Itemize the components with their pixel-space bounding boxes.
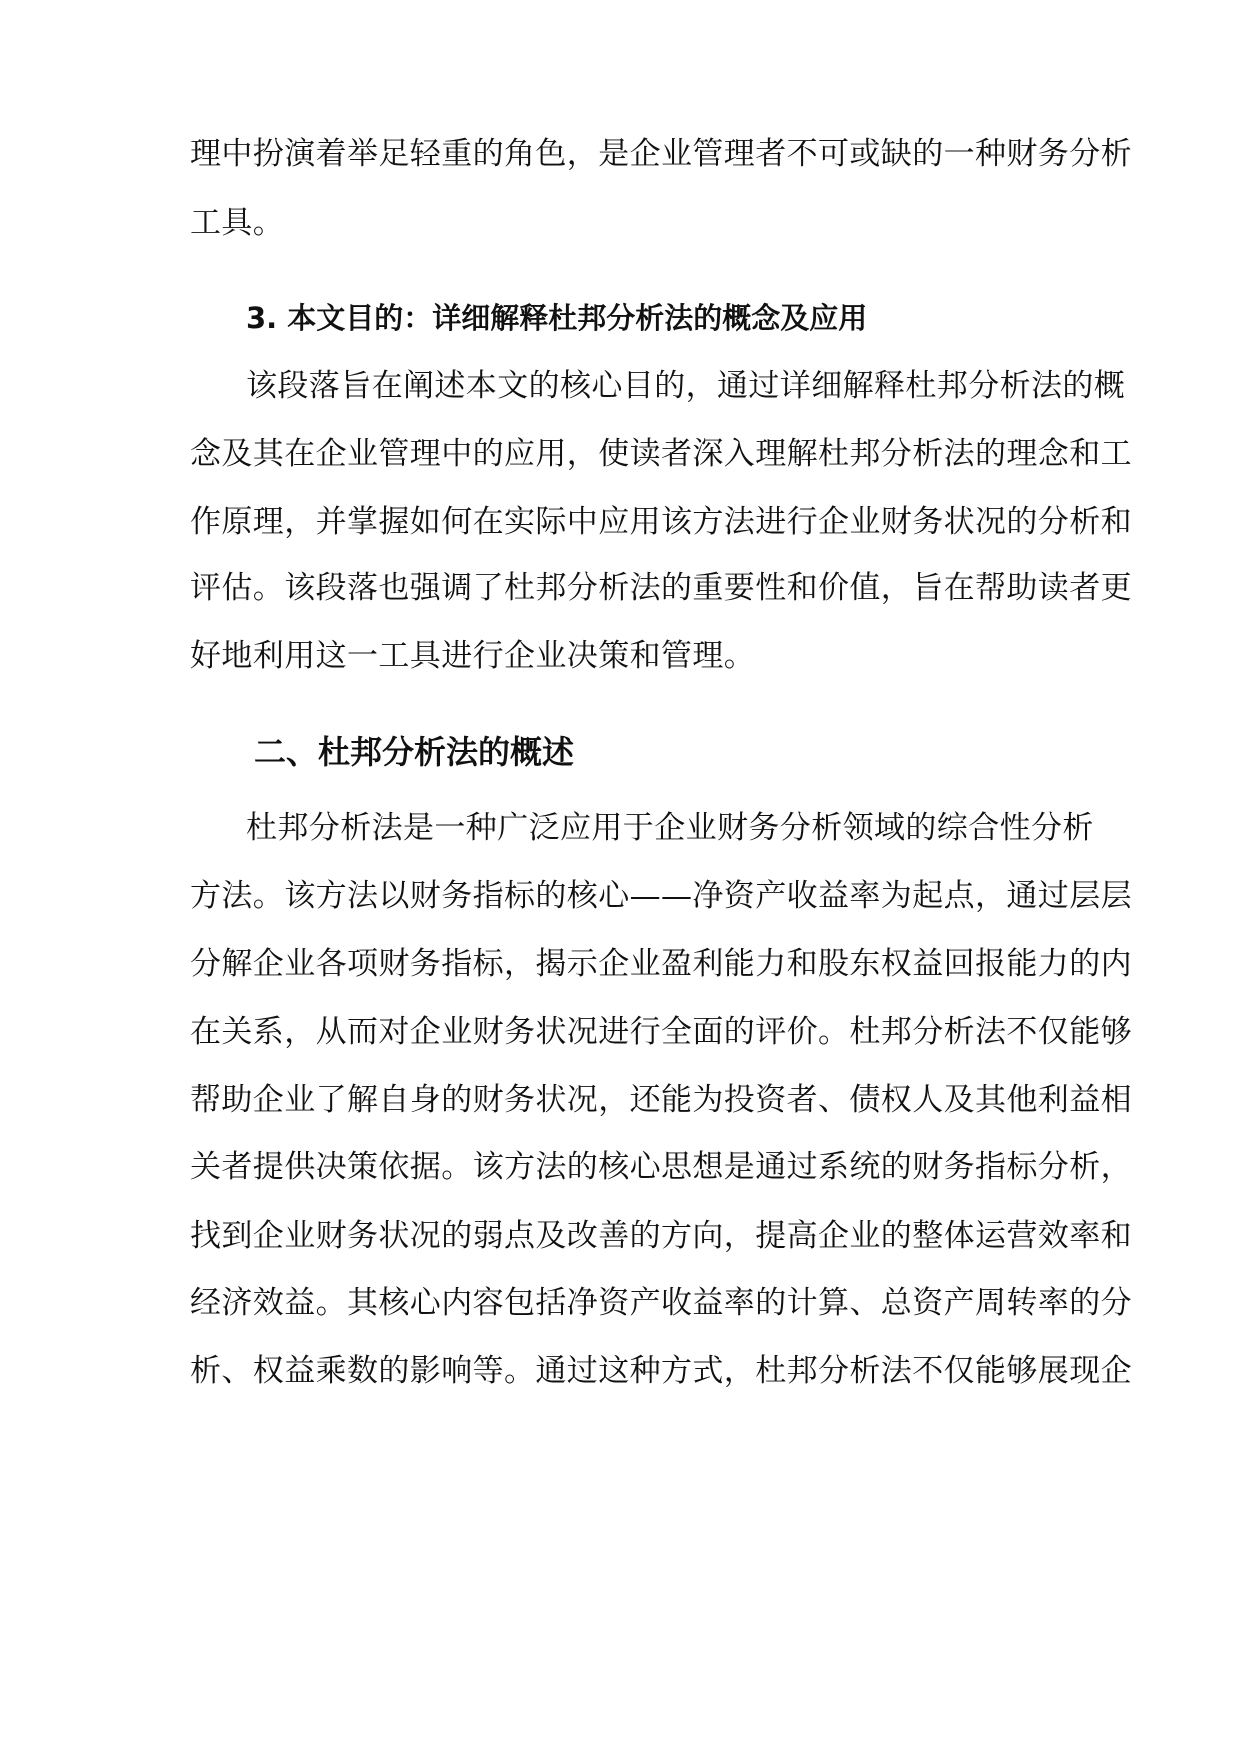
continuation-line-2: 工具。 <box>190 205 285 241</box>
section-3-line-1: 该段落旨在阐述本文的核心目的，通过详细解释杜邦分析法的概 <box>246 368 1126 404</box>
section-3-line-2: 念及其在企业管理中的应用，使读者深入理解杜邦分析法的理念和工 <box>190 436 1132 472</box>
section-3-line-5: 好地利用这一工具进行企业决策和管理。 <box>190 638 756 674</box>
chapter-2-line-1: 杜邦分析法是一种广泛应用于企业财务分析领域的综合性分析 <box>246 810 1094 846</box>
chapter-2-line-6: 关者提供决策依据。该方法的核心思想是通过系统的财务指标分析， <box>190 1149 1132 1185</box>
chapter-2-line-7: 找到企业财务状况的弱点及改善的方向，提高企业的整体运营效率和 <box>190 1218 1132 1254</box>
section-3-heading: 3. 本文目的：详细解释杜邦分析法的概念及应用 <box>246 301 868 335</box>
chapter-2-line-4: 在关系，从而对企业财务状况进行全面的评价。杜邦分析法不仅能够 <box>190 1014 1132 1050</box>
section-3-line-3: 作原理，并掌握如何在实际中应用该方法进行企业财务状况的分析和 <box>190 504 1132 540</box>
chapter-2-line-8: 经济效益。其核心内容包括净资产收益率的计算、总资产周转率的分 <box>190 1285 1132 1321</box>
chapter-2-heading: 二、杜邦分析法的概述 <box>254 733 575 771</box>
chapter-2-line-3: 分解企业各项财务指标，揭示企业盈利能力和股东权益回报能力的内 <box>190 946 1132 982</box>
chapter-2-line-2: 方法。该方法以财务指标的核心——净资产收益率为起点，通过层层 <box>190 878 1132 914</box>
chapter-2-line-9: 析、权益乘数的影响等。通过这种方式，杜邦分析法不仅能够展现企 <box>190 1353 1132 1389</box>
continuation-line-1: 理中扮演着举足轻重的角色，是企业管理者不可或缺的一种财务分析 <box>190 136 1132 172</box>
section-3-line-4: 评估。该段落也强调了杜邦分析法的重要性和价值，旨在帮助读者更 <box>190 570 1132 606</box>
chapter-2-line-5: 帮助企业了解自身的财务状况，还能为投资者、债权人及其他利益相 <box>190 1082 1132 1118</box>
